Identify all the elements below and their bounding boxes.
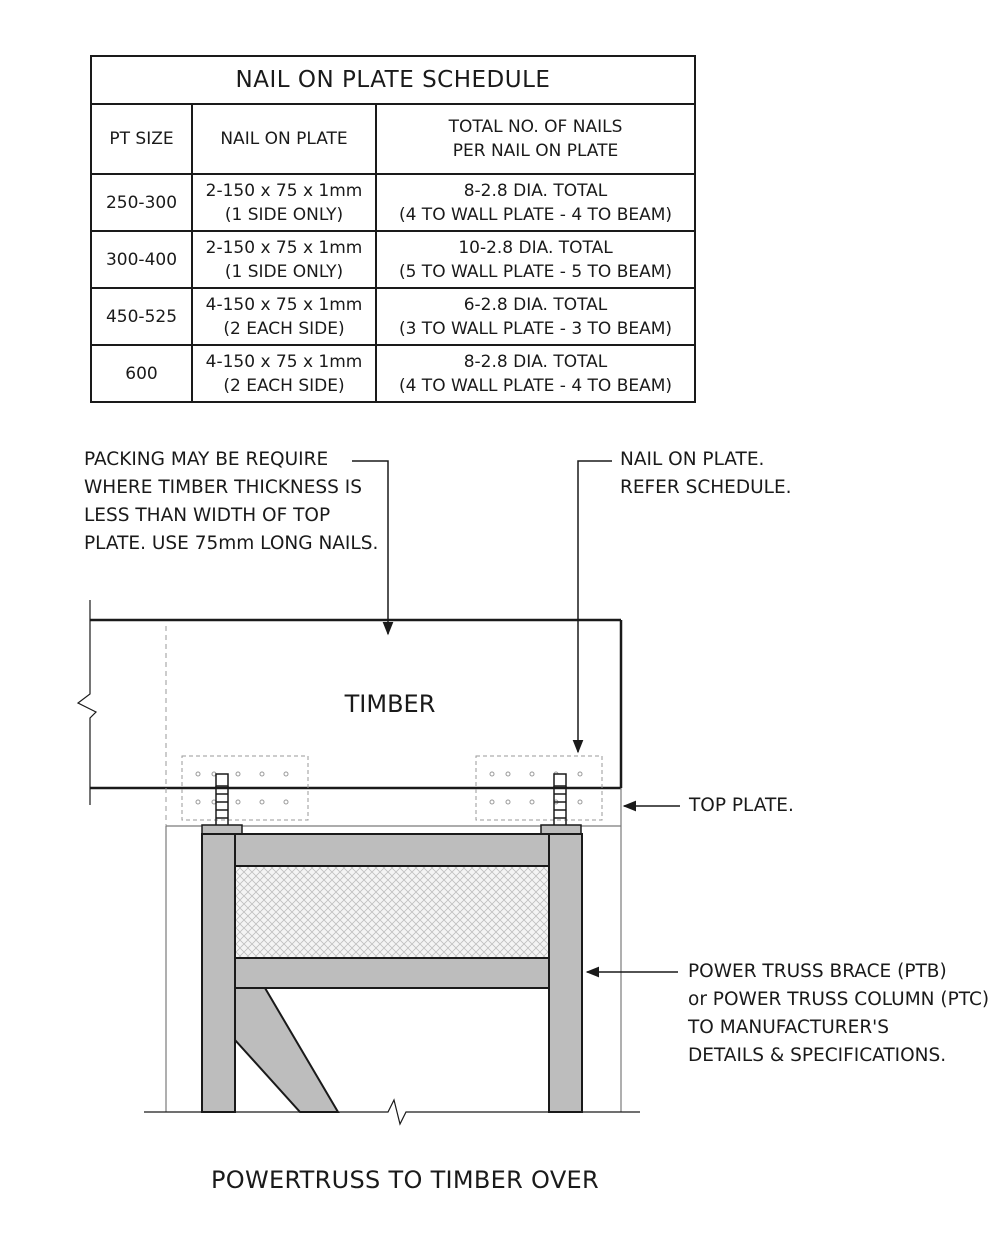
nails-line2: (4 TO WALL PLATE - 4 TO BEAM)	[398, 204, 673, 225]
nail-plate-leader	[578, 461, 612, 752]
plate-line2: (1 SIDE ONLY)	[224, 204, 344, 225]
plate-line2: (1 SIDE ONLY)	[224, 261, 344, 282]
plate-line2: (2 EACH SIDE)	[223, 375, 345, 396]
header-total-nails-line2: PER NAIL ON PLATE	[452, 141, 619, 161]
drawing-caption: POWERTRUSS TO TIMBER OVER	[211, 1166, 599, 1194]
plate-line1: 4-150 x 75 x 1mm	[205, 294, 363, 315]
power-truss-right-column	[549, 834, 582, 1112]
header-pt-size: PT SIZE	[91, 104, 192, 174]
nails-line2: (5 TO WALL PLATE - 5 TO BEAM)	[398, 261, 673, 282]
power-truss-bottom-chord	[235, 958, 549, 988]
nail-on-plate-note: NAIL ON PLATE. REFER SCHEDULE.	[620, 449, 792, 498]
power-truss-insulation	[235, 866, 549, 958]
top-plate-note: TOP PLATE.	[689, 795, 794, 816]
cell-pt-size: 600	[91, 345, 192, 402]
cell-pt-size: 300-400	[91, 231, 192, 288]
plate-line1: 2-150 x 75 x 1mm	[205, 180, 363, 201]
plate-line1: 4-150 x 75 x 1mm	[205, 351, 363, 372]
nails-line1: 8-2.8 DIA. TOTAL	[463, 351, 608, 372]
nails-line1: 6-2.8 DIA. TOTAL	[463, 294, 608, 315]
power-truss	[202, 834, 582, 1112]
cell-pt-size: 250-300	[91, 174, 192, 231]
header-total-nails-line1: TOTAL NO. OF NAILS	[448, 117, 623, 137]
nails-line2: (3 TO WALL PLATE - 3 TO BEAM)	[398, 318, 673, 339]
power-truss-note: POWER TRUSS BRACE (PTB) or POWER TRUSS COLUMN (PTC) TO MANUFACTURER'S DETAILS & SPECIFICATIONS.	[688, 961, 990, 1066]
plate-line1: 2-150 x 75 x 1mm	[205, 237, 363, 258]
header-nail-on-plate: NAIL ON PLATE	[192, 104, 376, 174]
nails-line1: 10-2.8 DIA. TOTAL	[458, 237, 613, 258]
timber-label: TIMBER	[344, 690, 436, 718]
plate-line2: (2 EACH SIDE)	[223, 318, 345, 339]
power-truss-top-chord	[235, 834, 549, 866]
nails-line2: (4 TO WALL PLATE - 4 TO BEAM)	[398, 375, 673, 396]
schedule-title: NAIL ON PLATE SCHEDULE	[91, 56, 695, 104]
nails-line1: 8-2.8 DIA. TOTAL	[463, 180, 608, 201]
packing-note: PACKING MAY BE REQUIRE WHERE TIMBER THICKNESS IS LESS THAN WIDTH OF TOP PLATE. USE 75mm LONG NAILS.	[84, 449, 379, 554]
power-truss-diagonal-brace	[235, 988, 338, 1112]
power-truss-left-column	[202, 834, 235, 1112]
cell-pt-size: 450-525	[91, 288, 192, 345]
